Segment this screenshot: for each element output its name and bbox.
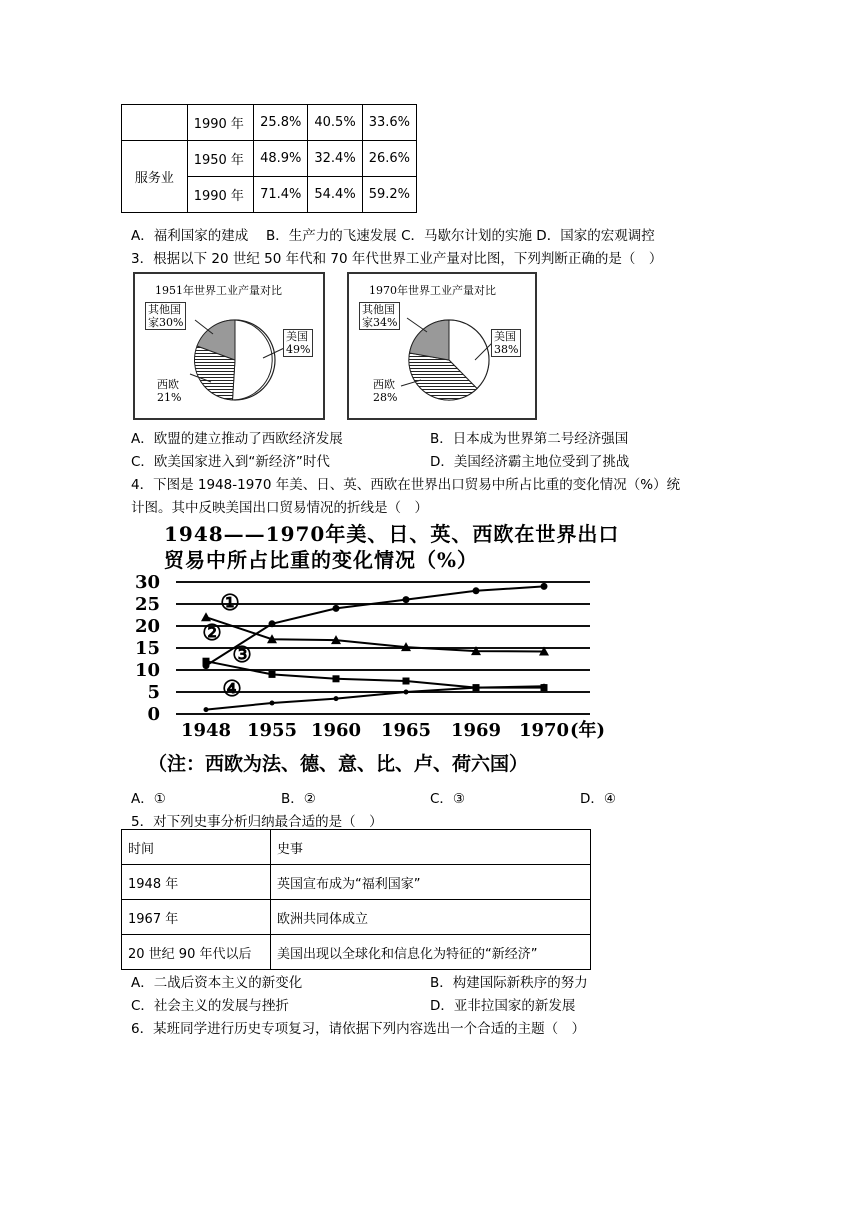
label-line: 38% xyxy=(494,343,519,356)
pie-chart-1951 xyxy=(133,272,325,420)
chart-note: （注：西欧为法、德、意、比、卢、荷六国） xyxy=(148,753,529,775)
q3-stem: 3．根据以下 20 世纪 50 年代和 70 年代世界工业产量对比图，下列判断正确的是（ ） xyxy=(131,251,663,267)
x-tick-label: 1955 xyxy=(246,720,298,741)
table-cell: 32.4% xyxy=(308,141,362,177)
q4-option-d: D．④ xyxy=(580,791,616,807)
industry-share-table xyxy=(121,104,417,213)
label-line: 西欧 xyxy=(157,378,179,391)
q4-option-a: A．① xyxy=(131,791,166,807)
x-tick-label: 1969 xyxy=(450,720,502,741)
data-point xyxy=(270,701,275,706)
x-tick-label: 1948 xyxy=(180,720,232,741)
table-cell: 33.6% xyxy=(362,105,416,141)
history-events-table xyxy=(121,829,591,970)
table-cell: 1990 年 xyxy=(187,177,253,213)
y-tick-label: 15 xyxy=(134,638,160,659)
y-tick-label: 30 xyxy=(134,572,160,593)
table-cell: 1948 年 xyxy=(122,865,271,900)
q4-stem-line2: 计图。其中反映美国出口贸易情况的折线是（ ） xyxy=(131,500,428,516)
q5-option-c: C．社会主义的发展与挫折 xyxy=(131,998,289,1014)
series-label: ④ xyxy=(222,676,242,702)
q5-option-b: B．构建国际新秩序的努力 xyxy=(430,975,588,991)
pie-label-others xyxy=(359,302,400,330)
q4-option-c: C．③ xyxy=(430,791,466,807)
y-tick-label: 20 xyxy=(134,616,160,637)
pie-label-weu xyxy=(371,378,399,404)
table-cell: 40.5% xyxy=(308,105,362,141)
data-point xyxy=(333,605,340,612)
q5-stem: 5．对下列史事分析归纳最合适的是（ ） xyxy=(131,814,383,830)
q4-stem-line1: 4．下图是 1948-1970 年美、日、英、西欧在世界出口贸易中所占比重的变化情况（%）统 xyxy=(131,477,681,493)
series-line xyxy=(206,686,544,709)
y-tick-label: 25 xyxy=(134,594,160,615)
chart-title-line1: 1948——1970年美、日、英、西欧在世界出口 xyxy=(164,522,620,546)
data-point xyxy=(204,707,209,712)
data-point xyxy=(404,690,409,695)
q6-stem: 6．某班同学进行历史专项复习，请依据下列内容选出一个合适的主题（ ） xyxy=(131,1021,586,1037)
table-cell: 1990 年 xyxy=(187,105,253,141)
data-point xyxy=(403,678,410,685)
label-line: 美国 xyxy=(494,330,516,343)
label-line: 28% xyxy=(373,391,398,404)
table-header: 时间 xyxy=(122,830,271,865)
q3-option-c: C．欧美国家进入到“新经济”时代 xyxy=(131,454,330,470)
label-line: 西欧 xyxy=(373,378,395,391)
q3-option-a: A．欧盟的建立推动了西欧经济发展 xyxy=(131,431,343,447)
table-cell: 美国出现以全球化和信息化为特征的“新经济” xyxy=(271,935,591,970)
table-header: 史事 xyxy=(271,830,591,865)
label-line: 家34% xyxy=(362,316,398,329)
table-cell: 25.8% xyxy=(254,105,308,141)
pie-chart-1970 xyxy=(347,272,537,420)
table-cell: 欧洲共同体成立 xyxy=(271,900,591,935)
q2-options: A．福利国家的建成 B．生产力的飞速发展 C．马歇尔计划的实施 D．国家的宏观调控 xyxy=(131,228,655,244)
data-point xyxy=(203,658,210,665)
pie-label-weu xyxy=(155,378,183,404)
x-tick-label: 1970 xyxy=(518,720,570,741)
pie-title: 1970年世界工业产量对比 xyxy=(369,284,496,297)
pie-title: 1951年世界工业产量对比 xyxy=(155,284,282,297)
table-row xyxy=(122,935,591,970)
data-point xyxy=(473,587,480,594)
series-line xyxy=(206,661,544,687)
data-point xyxy=(269,671,276,678)
table-cell: 59.2% xyxy=(362,177,416,213)
table-cell: 48.9% xyxy=(254,141,308,177)
x-tick-label: 1965 xyxy=(380,720,432,741)
x-axis-unit: (年) xyxy=(570,720,606,741)
table-header-row xyxy=(122,830,591,865)
data-point xyxy=(334,696,339,701)
table-cell: 1950 年 xyxy=(187,141,253,177)
table-cell xyxy=(122,105,188,141)
table-row xyxy=(122,900,591,935)
data-point xyxy=(542,684,547,689)
table-cell: 54.4% xyxy=(308,177,362,213)
table-cell: 20 世纪 90 年代以后 xyxy=(122,935,271,970)
q5-option-a: A．二战后资本主义的新变化 xyxy=(131,975,303,991)
data-point xyxy=(403,596,410,603)
export-share-line-chart xyxy=(130,568,630,743)
data-point xyxy=(541,583,548,590)
q3-option-d: D．美国经济霸主地位受到了挑战 xyxy=(430,454,630,470)
label-line: 21% xyxy=(157,391,182,404)
pie-label-others xyxy=(145,302,186,330)
table-cell: 服务业 xyxy=(122,141,188,213)
data-point xyxy=(333,675,340,682)
table-row xyxy=(122,141,417,177)
q5-option-d: D．亚非拉国家的新发展 xyxy=(430,998,576,1014)
label-line: 其他国 xyxy=(148,303,181,316)
table-cell: 1967 年 xyxy=(122,900,271,935)
x-tick-label: 1960 xyxy=(310,720,362,741)
pie-label-usa xyxy=(491,329,521,357)
label-line: 其他国 xyxy=(362,303,395,316)
table-row xyxy=(122,865,591,900)
table-cell: 26.6% xyxy=(362,141,416,177)
table-cell: 71.4% xyxy=(254,177,308,213)
y-tick-label: 10 xyxy=(134,660,160,681)
pie-label-usa xyxy=(283,329,313,357)
y-tick-label: 0 xyxy=(147,704,160,725)
data-point xyxy=(474,685,479,690)
q4-option-b: B．② xyxy=(281,791,316,807)
table-row xyxy=(122,105,417,141)
data-point xyxy=(269,620,276,627)
series-line xyxy=(206,617,544,651)
series-label: ② xyxy=(202,620,222,646)
q3-option-b: B．日本成为世界第二号经济强国 xyxy=(430,431,629,447)
label-line: 49% xyxy=(286,343,311,356)
chart-title-line2: 贸易中所占比重的变化情况（%） xyxy=(164,548,479,572)
series-label: ③ xyxy=(232,642,252,668)
series-label: ① xyxy=(220,590,240,616)
label-line: 家30% xyxy=(148,316,184,329)
y-tick-label: 5 xyxy=(147,682,160,703)
label-line: 美国 xyxy=(286,330,308,343)
table-cell: 英国宣布成为“福利国家” xyxy=(271,865,591,900)
